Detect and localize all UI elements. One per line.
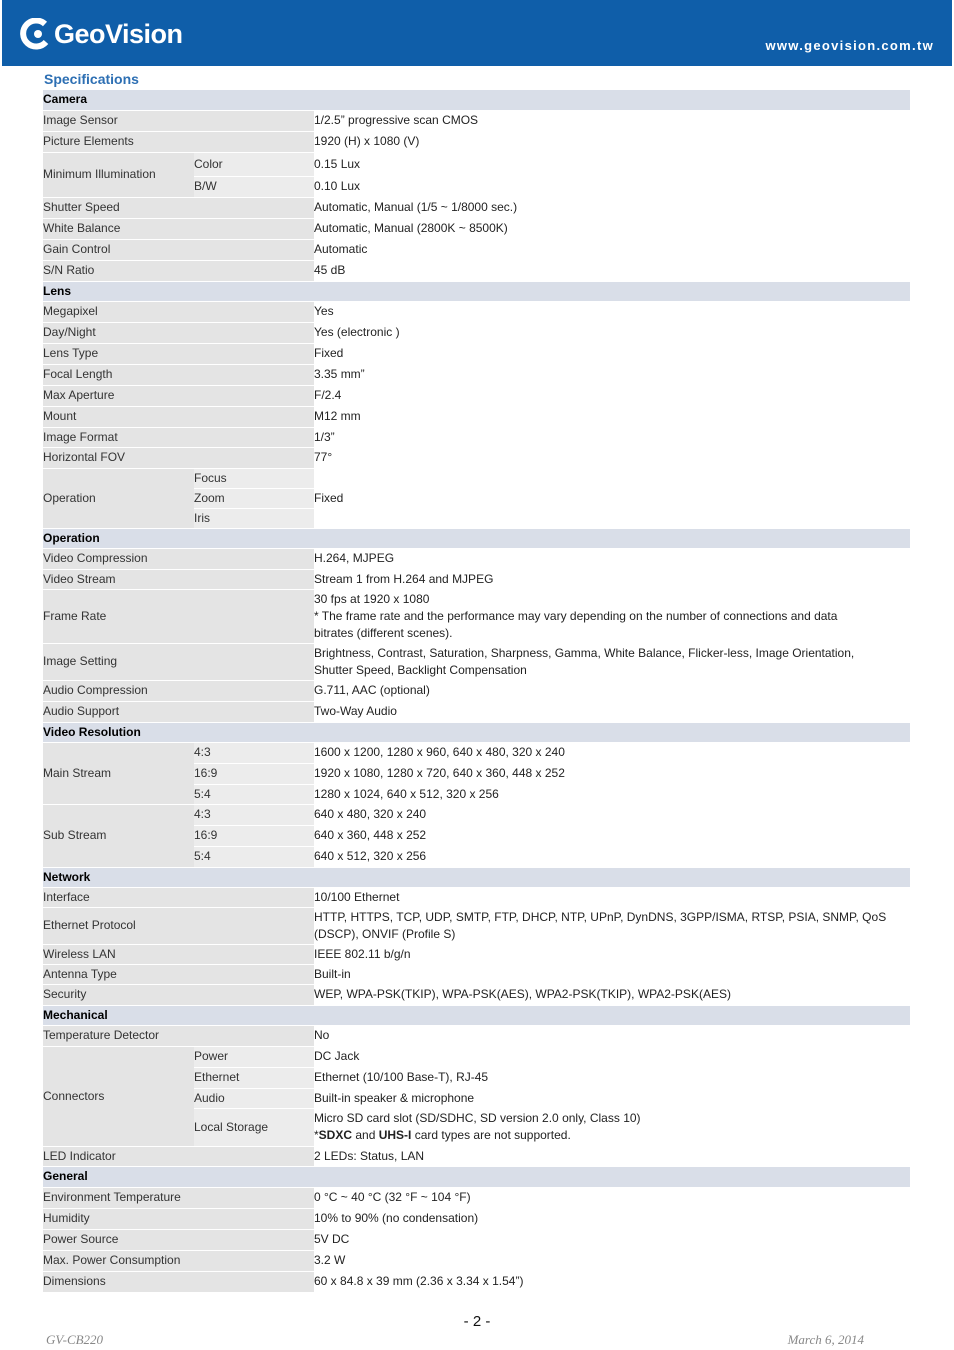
- specifications-table: [43, 90, 910, 1293]
- spec-label: Gain Control: [43, 239, 314, 260]
- spec-sublabel: B/W: [194, 176, 314, 197]
- spec-value-line: 3.35 mm”: [314, 367, 365, 381]
- spec-value: [314, 589, 910, 643]
- spec-row-megapixel: [43, 301, 910, 322]
- spec-label: Security: [43, 984, 314, 1005]
- spec-sublabel: 4:3: [194, 742, 314, 763]
- spec-value: [314, 763, 910, 784]
- spec-value-line: 10/100 Ethernet: [314, 889, 400, 904]
- spec-value: [314, 322, 910, 343]
- spec-row-sub-stream-4-3: [43, 804, 910, 825]
- spec-value-line: Yes: [314, 304, 334, 318]
- section-row-camera: [43, 90, 910, 110]
- spec-row-video-compression: [43, 548, 910, 569]
- spec-value-line: Shutter Speed, Backlight Compensation: [314, 662, 527, 677]
- spec-value-line: M12 mm: [314, 409, 361, 423]
- section-row-mechanical: [43, 1005, 910, 1025]
- spec-sublabel: Focus: [194, 468, 314, 488]
- spec-value: [314, 1271, 910, 1292]
- footer-model: GV-CB220: [46, 1332, 104, 1347]
- spec-value: [314, 548, 910, 569]
- spec-value: [314, 964, 910, 984]
- spec-value: [314, 784, 910, 804]
- spec-sublabel: 5:4: [194, 784, 314, 804]
- spec-label: Image Setting: [43, 643, 314, 680]
- spec-row-humidity: [43, 1208, 910, 1229]
- spec-label: Connectors: [43, 1046, 194, 1146]
- spec-value-line: 640 x 480, 320 x 240: [314, 807, 427, 821]
- spec-value-line: WEP, WPA-PSK(TKIP), WPA-PSK(AES), WPA2-PSK(TKIP), WPA2-PSK(AES): [314, 987, 731, 1001]
- spec-row-s-n-ratio: [43, 260, 910, 281]
- spec-label: Picture Elements: [43, 131, 314, 152]
- section-row-operation: [43, 528, 910, 548]
- spec-label: Power Source: [43, 1229, 314, 1250]
- spec-value: [314, 846, 910, 867]
- spec-row-audio-compression: [43, 680, 910, 701]
- spec-label: Video Stream: [43, 569, 314, 589]
- spec-sublabel: Power: [194, 1046, 314, 1067]
- spec-label: Environment Temperature: [43, 1187, 314, 1208]
- spec-value-line: Built-in: [314, 966, 351, 981]
- spec-value-line: 1600 x 1200, 1280 x 960, 640 x 480, 320 x 240: [314, 745, 565, 759]
- spec-sublabel: Ethernet: [194, 1067, 314, 1088]
- spec-row-frame-rate: [43, 589, 910, 643]
- spec-sublabel: 16:9: [194, 825, 314, 846]
- spec-label: Mount: [43, 406, 314, 427]
- website-url[interactable]: www.geovision.com.tw: [765, 38, 934, 53]
- spec-value-line: 45 dB: [314, 263, 346, 277]
- spec-label: Megapixel: [43, 301, 314, 322]
- spec-value-line: IEEE 802.11 b/g/n: [314, 946, 411, 961]
- spec-value: [314, 427, 910, 447]
- spec-value: [314, 907, 910, 944]
- spec-value: [314, 804, 910, 825]
- spec-value: [314, 680, 910, 701]
- spec-value-line: 0 °C ~ 40 °C (32 °F ~ 104 °F): [314, 1190, 471, 1204]
- spec-value-line: 640 x 360, 448 x 252: [314, 828, 427, 842]
- spec-row-dimensions: [43, 1271, 910, 1292]
- spec-label: Ethernet Protocol: [43, 907, 314, 944]
- spec-value: [314, 385, 910, 406]
- spec-value-line: 1/2.5” progressive scan CMOS: [314, 113, 479, 127]
- spec-value: [314, 152, 910, 176]
- spec-row-security: [43, 984, 910, 1005]
- spec-value: [314, 176, 910, 197]
- spec-value: [314, 218, 910, 239]
- spec-sublabel: Color: [194, 152, 314, 176]
- spec-row-interface: [43, 887, 910, 907]
- spec-row-antenna-type: [43, 964, 910, 984]
- spec-label: Focal Length: [43, 364, 314, 385]
- spec-row-connectors-power: [43, 1046, 910, 1067]
- spec-label: Audio Support: [43, 701, 314, 722]
- spec-row-day-night: [43, 322, 910, 343]
- spec-row-image-format: [43, 427, 910, 447]
- spec-value-line: Fixed: [314, 490, 344, 505]
- section-header: Lens: [43, 281, 910, 301]
- spec-value-line: 3.2 W: [314, 1253, 346, 1267]
- spec-row-shutter-speed: [43, 197, 910, 218]
- spec-row-wireless-lan: [43, 944, 910, 964]
- spec-value: [314, 301, 910, 322]
- spec-value-line: Automatic: [314, 242, 368, 256]
- spec-value-line: G.711, AAC (optional): [314, 683, 430, 697]
- spec-row-temperature-detector: [43, 1025, 910, 1046]
- spec-row-max-power-consumption: [43, 1250, 910, 1271]
- spec-sublabel: Local Storage: [194, 1108, 314, 1146]
- spec-label: Image Format: [43, 427, 314, 447]
- spec-value-line: 5V DC: [314, 1232, 350, 1246]
- spec-value-line: 0.15 Lux: [314, 156, 361, 171]
- spec-value-line: * The frame rate and the performance may vary depending on the number of connections and data: [314, 608, 838, 623]
- spec-value-line: Micro SD card slot (SD/SDHC, SD version 2.0 only, Class 10): [314, 1111, 641, 1125]
- spec-row-main-stream-4-3: [43, 742, 910, 763]
- section-header: Network: [43, 867, 910, 887]
- spec-value-line: 1920 (H) x 1080 (V): [314, 134, 420, 148]
- spec-value-line: 1280 x 1024, 640 x 512, 320 x 256: [314, 786, 499, 801]
- spec-sublabel: Zoom: [194, 488, 314, 508]
- spec-row-max-aperture: [43, 385, 910, 406]
- spec-value-line: Yes (electronic ): [314, 325, 400, 339]
- spec-value: [314, 1108, 910, 1146]
- spec-label: Day/Night: [43, 322, 314, 343]
- spec-value: [314, 343, 910, 364]
- spec-value: [314, 1046, 910, 1067]
- spec-label: Horizontal FOV: [43, 447, 314, 468]
- spec-sublabel: Audio: [194, 1088, 314, 1108]
- spec-sublabel: 4:3: [194, 804, 314, 825]
- spec-value: [314, 643, 910, 680]
- spec-label: Sub Stream: [43, 804, 194, 867]
- spec-label: Audio Compression: [43, 680, 314, 701]
- spec-value-line: Fixed: [314, 346, 344, 360]
- spec-row-led-indicator: [43, 1146, 910, 1166]
- spec-row-horizontal-fov: [43, 447, 910, 468]
- section-row-general: [43, 1166, 910, 1187]
- spec-value: [314, 1025, 910, 1046]
- section-header: Camera: [43, 90, 910, 110]
- section-header: General: [43, 1166, 910, 1187]
- geovision-logo-icon: [20, 18, 50, 50]
- spec-label: Max Aperture: [43, 385, 314, 406]
- spec-label: White Balance: [43, 218, 314, 239]
- spec-value: [314, 742, 910, 763]
- section-header: Operation: [43, 528, 910, 548]
- spec-value-line: 60 x 84.8 x 39 mm (2.36 x 3.34 x 1.54”): [314, 1274, 524, 1288]
- spec-label: Main Stream: [43, 742, 194, 804]
- spec-row-image-sensor: [43, 110, 910, 131]
- spec-value: [314, 1088, 910, 1108]
- spec-value: [314, 1208, 910, 1229]
- spec-value: [314, 447, 910, 468]
- spec-value-line: 10% to 90% (no condensation): [314, 1211, 479, 1225]
- spec-value: [314, 364, 910, 385]
- spec-label: Humidity: [43, 1208, 314, 1229]
- spec-value-line: HTTP, HTTPS, TCP, UDP, SMTP, FTP, DHCP, NTP, UPnP, DynDNS, 3GPP/ISMA, RTSP, PSIA, SNMP, QoS: [314, 909, 887, 924]
- spec-value: [314, 1187, 910, 1208]
- spec-value: [314, 260, 910, 281]
- spec-value-line: 0.10 Lux: [314, 179, 361, 193]
- spec-label: S/N Ratio: [43, 260, 314, 281]
- spec-label: Image Sensor: [43, 110, 314, 131]
- section-row-network: [43, 867, 910, 887]
- spec-row-gain-control: [43, 239, 910, 260]
- page-title: Specifications: [44, 71, 139, 87]
- spec-value: [314, 1229, 910, 1250]
- page-header: [2, 0, 952, 66]
- spec-label: Wireless LAN: [43, 944, 314, 964]
- section-row-video-resolution: [43, 722, 910, 742]
- spec-value-line: Brightness, Contrast, Saturation, Sharpness, Gamma, White Balance, Flicker-less, Image Orientation,: [314, 645, 855, 660]
- spec-value: [314, 468, 910, 528]
- spec-sublabel: 16:9: [194, 763, 314, 784]
- spec-value-line: H.264, MJPEG: [314, 551, 395, 565]
- spec-row-environment-temperature: [43, 1187, 910, 1208]
- spec-label: Video Compression: [43, 548, 314, 569]
- spec-value: [314, 887, 910, 907]
- section-row-lens: [43, 281, 910, 301]
- spec-value-line: 2 LEDs: Status, LAN: [314, 1148, 425, 1163]
- spec-value-line: DC Jack: [314, 1049, 360, 1063]
- spec-label: Shutter Speed: [43, 197, 314, 218]
- spec-value-line: No: [314, 1028, 330, 1042]
- spec-value-line: Stream 1 from H.264 and MJPEG: [314, 571, 494, 586]
- spec-value: [314, 110, 910, 131]
- spec-value: [314, 984, 910, 1005]
- spec-value-line: Built-in speaker & microphone: [314, 1090, 475, 1105]
- spec-row-power-source: [43, 1229, 910, 1250]
- spec-value-line: 1/3”: [314, 429, 335, 444]
- spec-value-line: *SDXC and UHS-I card types are not supported.: [314, 1128, 571, 1142]
- page-number: - 2 -: [463, 1313, 491, 1330]
- spec-row-audio-support: [43, 701, 910, 722]
- section-header: Mechanical: [43, 1005, 910, 1025]
- spec-value-line: Automatic, Manual (2800K ~ 8500K): [314, 221, 508, 235]
- spec-label: Interface: [43, 887, 314, 907]
- spec-label: Minimum Illumination: [43, 152, 194, 197]
- geovision-logo: [20, 14, 183, 54]
- spec-value-line: 640 x 512, 320 x 256: [314, 849, 427, 863]
- spec-row-ethernet-protocol: [43, 907, 910, 944]
- spec-sublabel: Iris: [194, 508, 314, 528]
- spec-sublabel: 5:4: [194, 846, 314, 867]
- spec-row-minimum-illumination-color: [43, 152, 910, 176]
- spec-row-picture-elements: [43, 131, 910, 152]
- spec-value: [314, 569, 910, 589]
- spec-row-operation-focus: [43, 468, 910, 488]
- spec-value: [314, 406, 910, 427]
- spec-value-line: 30 fps at 1920 x 1080: [314, 591, 430, 606]
- brand-name: GeoVision: [54, 18, 183, 49]
- spec-value-line: Two-Way Audio: [314, 704, 397, 718]
- spec-row-video-stream: [43, 569, 910, 589]
- spec-value-line: bitrates (different scenes).: [314, 625, 453, 640]
- spec-value-line: 77°: [314, 450, 333, 464]
- spec-value: [314, 197, 910, 218]
- spec-label: Frame Rate: [43, 589, 314, 643]
- spec-value: [314, 944, 910, 964]
- section-header: Video Resolution: [43, 722, 910, 742]
- spec-value: [314, 1146, 910, 1166]
- spec-value-line: Automatic, Manual (1/5 ~ 1/8000 sec.): [314, 200, 518, 214]
- spec-label: Max. Power Consumption: [43, 1250, 314, 1271]
- spec-label: Dimensions: [43, 1271, 314, 1292]
- spec-row-focal-length: [43, 364, 910, 385]
- spec-value: [314, 1250, 910, 1271]
- spec-value-line: 1920 x 1080, 1280 x 720, 640 x 360, 448 x 252: [314, 766, 565, 780]
- spec-value: [314, 701, 910, 722]
- spec-value-line: F/2.4: [314, 388, 342, 402]
- spec-label: Temperature Detector: [43, 1025, 314, 1046]
- spec-label: Lens Type: [43, 343, 314, 364]
- spec-value: [314, 239, 910, 260]
- spec-value-line: (DSCP), ONVIF (Profile S): [314, 926, 456, 941]
- spec-label: Antenna Type: [43, 964, 314, 984]
- spec-label: Operation: [43, 468, 194, 528]
- spec-label: LED Indicator: [43, 1146, 314, 1166]
- spec-row-white-balance: [43, 218, 910, 239]
- spec-value-line: Ethernet (10/100 Base-T), RJ-45: [314, 1070, 489, 1084]
- spec-row-mount: [43, 406, 910, 427]
- spec-value: [314, 131, 910, 152]
- spec-row-image-setting: [43, 643, 910, 680]
- spec-value: [314, 825, 910, 846]
- spec-row-lens-type: [43, 343, 910, 364]
- footer-date: March 6, 2014: [787, 1332, 864, 1347]
- spec-value: [314, 1067, 910, 1088]
